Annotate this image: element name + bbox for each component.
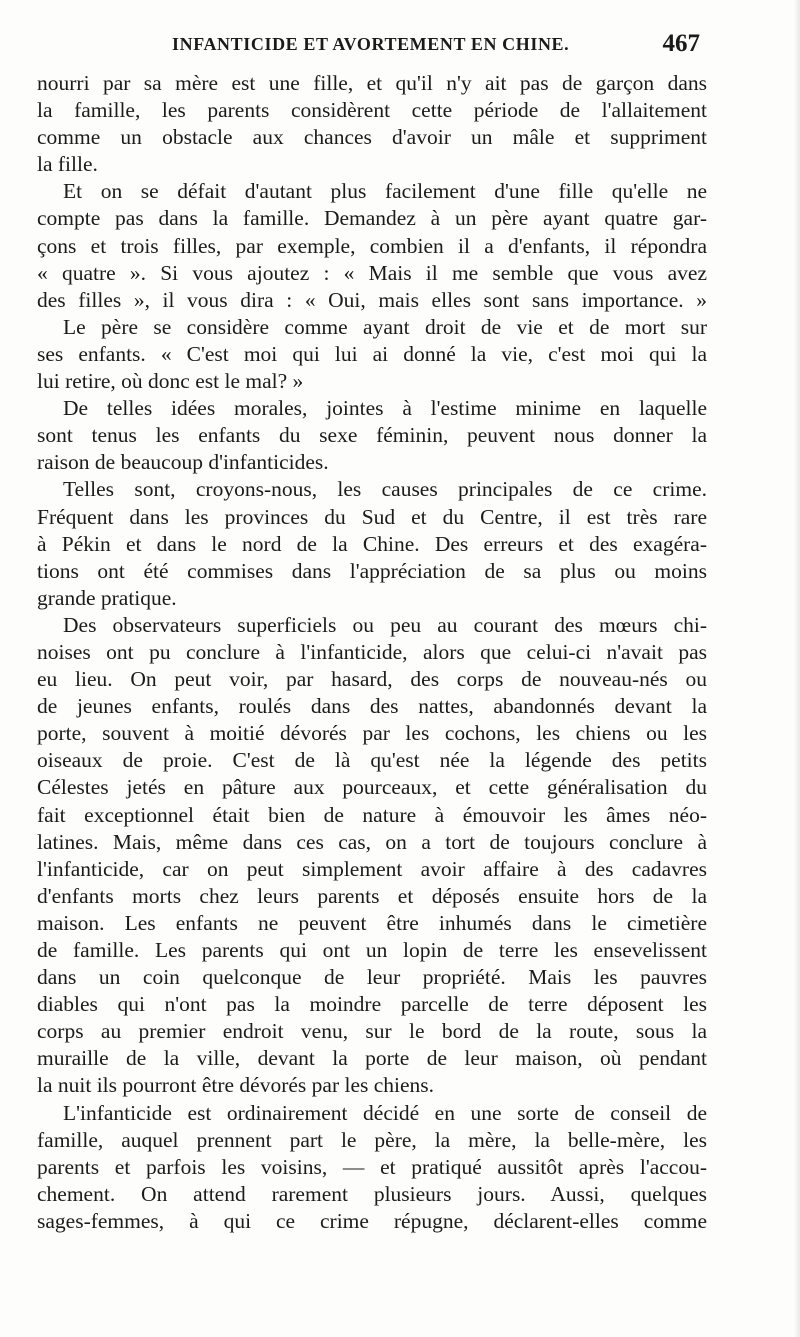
text-line: famille, auquel prennent part le père, la mère, la belle-mère, les <box>37 1127 707 1152</box>
text-line: dans un coin quelconque de leur propriété. Mais les pauvres <box>37 965 707 990</box>
running-title: INFANTICIDE ET AVORTEMENT EN CHINE. <box>172 34 570 54</box>
text-line: corps au premier endroit venu, sur le bord de la route, sous la <box>37 1019 707 1044</box>
text-line: comme un obstacle aux chances d'avoir un mâle et suppriment <box>37 125 707 150</box>
text-line: compte pas dans la famille. Demandez à un père ayant quatre gar- <box>37 206 707 231</box>
text-line: porte, souvent à moitié dévorés par les cochons, les chiens ou les <box>37 721 707 746</box>
text-line: raison de beaucoup d'infanticides. <box>37 450 329 475</box>
text-line: diables qui n'ont pas la moindre parcelle de terre déposent les <box>37 992 707 1017</box>
text-line: l'infanticide, car on peut simplement avoir affaire à des cadavres <box>37 856 707 881</box>
text-line: d'enfants morts chez leurs parents et déposés ensuite hors de la <box>37 883 707 908</box>
text-line: eu lieu. On peut voir, par hasard, des corps de nouveau-nés ou <box>37 667 707 692</box>
text-line: Telles sont, croyons-nous, les causes principales de ce crime. <box>63 477 707 502</box>
text-line: L'infanticide est ordinairement décidé en une sorte de conseil de <box>63 1100 707 1125</box>
text-line: chement. On attend rarement plusieurs jours. Aussi, quelques <box>37 1181 707 1206</box>
text-line: sages-femmes, à qui ce crime répugne, déclarent-elles comme <box>37 1208 707 1233</box>
text-line: sont tenus les enfants du sexe féminin, peuvent nous donner la <box>37 423 707 448</box>
text-line: muraille de la ville, devant la porte de leur maison, où pendant <box>37 1046 707 1071</box>
text-line: De telles idées morales, jointes à l'estime minime en laquelle <box>63 396 707 421</box>
running-head <box>0 30 800 64</box>
text-line: çons et trois filles, par exemple, combien il a d'enfants, il répondra <box>37 233 707 258</box>
text-line: lui retire, où donc est le mal? » <box>37 369 304 394</box>
text-line: tions ont été commises dans l'appréciation de sa plus ou moins <box>37 558 707 583</box>
text-line: des filles », il vous dira : « Oui, mais elles sont sans importance. » <box>37 287 707 312</box>
text-line: oiseaux de proie. C'est de là qu'est née la légende des petits <box>37 748 707 773</box>
text-line: Des observateurs superficiels ou peu au courant des mœurs chi- <box>63 612 707 637</box>
text-line: nourri par sa mère est une fille, et qu'il n'y ait pas de garçon dans <box>37 71 707 95</box>
text-line: Fréquent dans les provinces du Sud et du Centre, il est très rare <box>37 504 707 529</box>
text-line: Le père se considère comme ayant droit de vie et de mort sur <box>63 314 707 339</box>
text-line: latines. Mais, même dans ces cas, on a tort de toujours conclure à <box>37 829 707 854</box>
text-line: maison. Les enfants ne peuvent être inhumés dans le cimetière <box>37 910 707 935</box>
text-line: « quatre ». Si vous ajoutez : « Mais il me semble que vous avez <box>37 260 707 285</box>
text-line: la fille. <box>37 152 98 177</box>
text-line: Célestes jetés en pâture aux pourceaux, et cette généralisation du <box>37 775 707 800</box>
text-line: la famille, les parents considèrent cette période de l'allaitement <box>37 98 707 123</box>
text-line: de jeunes enfants, roulés dans des nattes, abandonnés devant la <box>37 694 707 719</box>
text-line: Et on se défait d'autant plus facilement d'une fille qu'elle ne <box>63 179 707 204</box>
page-number: 467 <box>662 30 700 57</box>
text-line: noises ont pu conclure à l'infanticide, alors que celui-ci n'avait pas <box>37 639 707 664</box>
text-line: la nuit ils pourront être dévorés par les chiens. <box>37 1073 435 1098</box>
text-line: de famille. Les parents qui ont un lopin de terre les ensevelissent <box>37 938 707 962</box>
page-edge-shadow <box>794 0 800 1337</box>
body-text <box>37 70 707 1235</box>
text-line: parents et parfois les voisins, — et pratiqué aussitôt après l'accou- <box>37 1154 707 1179</box>
text-line: à Pékin et dans le nord de la Chine. Des erreurs et des exagéra- <box>37 531 707 556</box>
text-line: fait exceptionnel était bien de nature à émouvoir les âmes néo- <box>37 802 707 827</box>
text-line: ses enfants. « C'est moi qui lui ai donné la vie, c'est moi qui la <box>37 341 707 366</box>
text-line: grande pratique. <box>37 585 177 610</box>
